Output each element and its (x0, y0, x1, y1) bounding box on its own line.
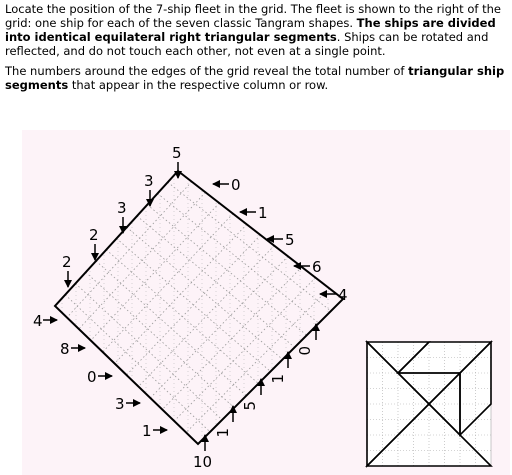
svg-text:1: 1 (258, 204, 268, 222)
svg-text:1: 1 (214, 428, 232, 438)
instructions-paragraph-2: The numbers around the edges of the grid reveal the total number of triangular ship segments that appear in the respective column or row. (5, 64, 505, 92)
fleet-legend (367, 342, 491, 466)
svg-text:1: 1 (269, 374, 287, 384)
svg-text:5: 5 (172, 144, 182, 162)
svg-text:5: 5 (241, 401, 259, 411)
svg-text:3: 3 (144, 172, 154, 190)
svg-text:2: 2 (62, 253, 72, 271)
svg-text:6: 6 (312, 258, 322, 276)
svg-text:4: 4 (338, 286, 348, 304)
svg-text:0: 0 (231, 176, 241, 194)
instructions-paragraph-1: Locate the position of the 7-ship fleet in the grid. The fleet is shown to the right of the grid: one ship for each of the seven classic Tangram shapes. The ships are divided into identical equilateral right triangular segments. Ships can be rotated and reflected, and do not touch each other, not even at a single point. (5, 2, 501, 58)
svg-text:10: 10 (193, 453, 213, 471)
svg-text:8: 8 (60, 340, 70, 358)
svg-text:1: 1 (142, 422, 152, 440)
svg-text:0: 0 (296, 346, 314, 356)
svg-text:4: 4 (33, 312, 43, 330)
svg-text:0: 0 (87, 368, 97, 386)
svg-text:3: 3 (115, 395, 125, 413)
svg-text:2: 2 (89, 226, 99, 244)
svg-text:3: 3 (117, 199, 127, 217)
svg-text:5: 5 (285, 231, 295, 249)
